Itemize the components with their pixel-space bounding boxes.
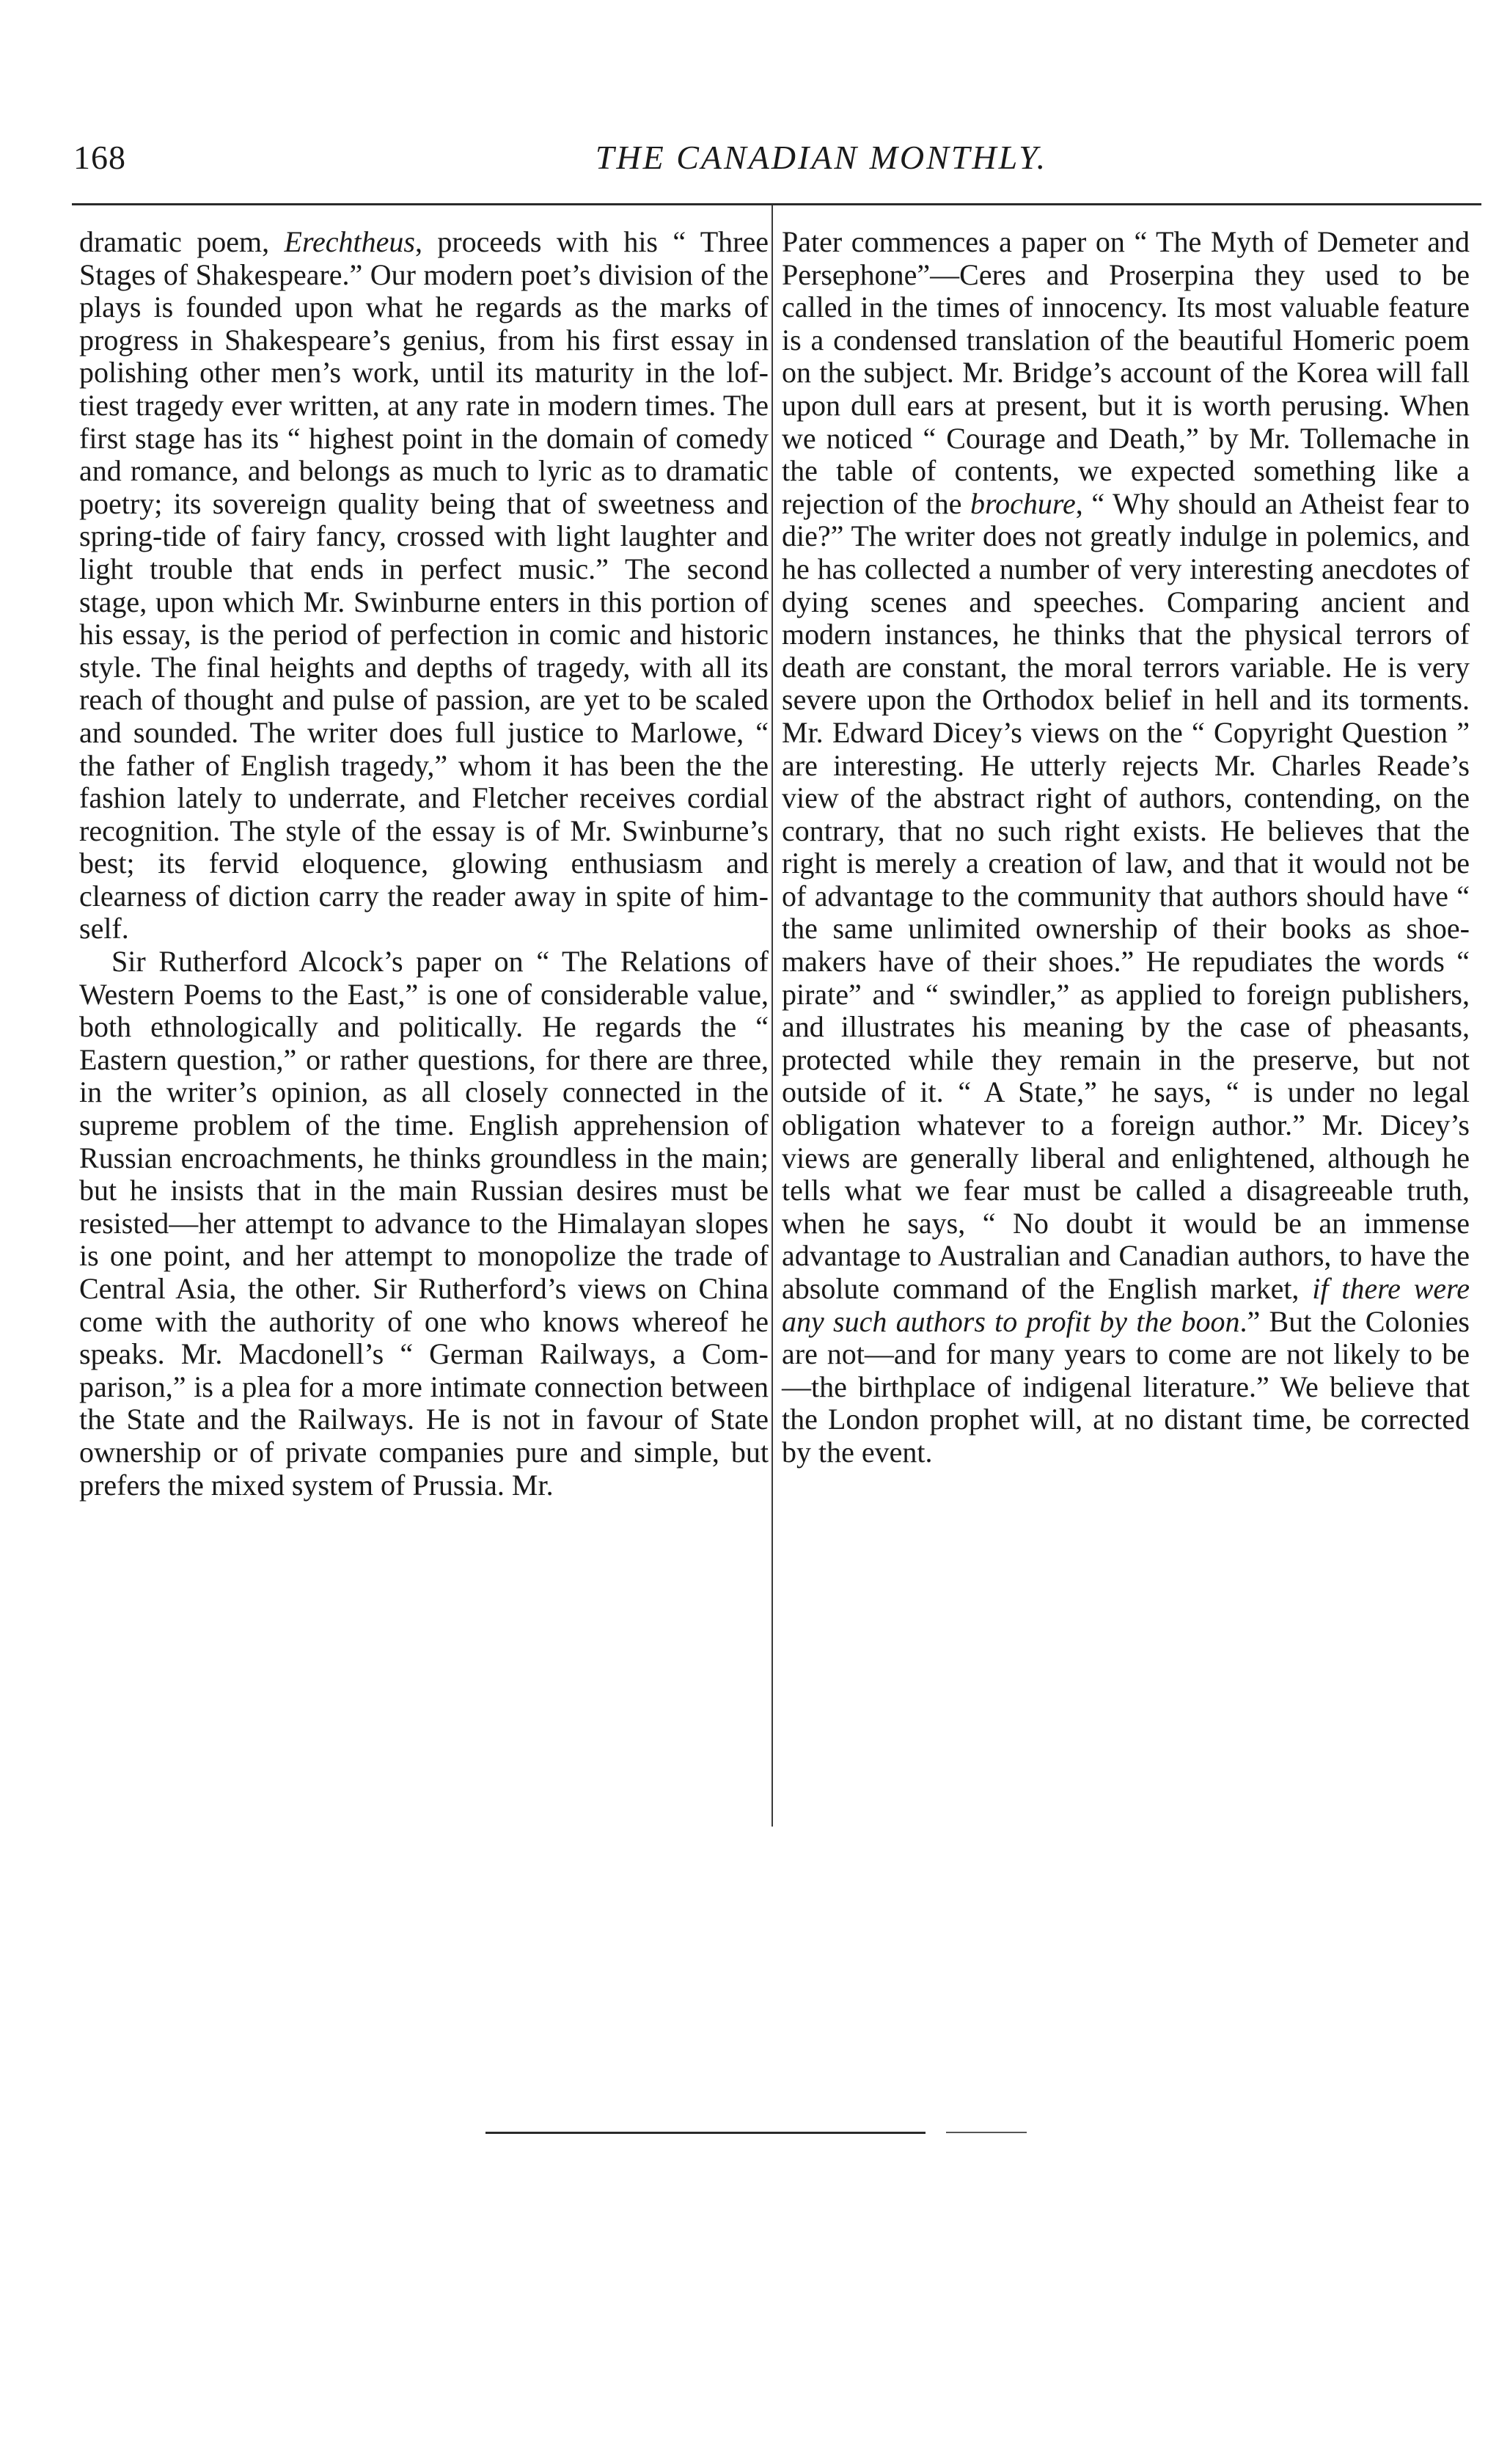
right-p1-text-a: Pater commences a paper on “ The Myth of Demeter and Persephone”—Ceres and Proserpina they used to be called in the times of innocency. Its most valuable feature is a condensed translation of the beautiful Homeric poem on the subject. Mr. Bridge’s account of the Korea will fall upon dull ears at present, but it is worth perusing. When we noticed “ Courage and Death,” by Mr. Tollemache in the table of contents, we expected something like a rejection of the: [782, 225, 1470, 520]
running-title: THE CANADIAN MONTHLY.: [595, 139, 1048, 176]
footer-rule: [485, 2132, 926, 2134]
italic-emphasis-quote: if there were any such authors to profit by the boon: [782, 1272, 1470, 1338]
left-column: [79, 226, 769, 1502]
work-title-erechtheus: Erechtheus: [284, 225, 415, 258]
left-paragraph-2: Sir Rutherford Alcock’s paper on “ The Relations of Western Poems to the East,” is one of considerable value, both ethnologically and politically. He regards the “ Eastern question,” or rather questions, for there are three, in the writer’s opinion, as all closely connected in the supreme problem of the time. English apprehension of Russian encroachments, he thinks groundless in the main; but he insists that in the main Russian desires must be resisted—her attempt to advance to the Himalayan slopes is one point, and her attempt to monopolize the trade of Central Asia, the other. Sir Rutherford’s views on China come with the authority of one who knows whereof he speaks. Mr. Macdonell’s “ German Railways, a Comparison,” is a plea for a more intimate connection between the State and the Railways. He is not in favour of State ownership or of private companies pure and simple, but prefers the mixed system of Prussia. Mr.: [79, 945, 769, 1502]
right-paragraph-1: [782, 226, 1470, 1469]
right-p1-text-c: .” But the Colonies are not—and for many years to come are not likely to be—the birthplace of indigenal literature.” We believe that the London prophet will, at no distant time, be corrected by the event.: [782, 1304, 1470, 1469]
page-number: 168: [73, 139, 126, 176]
column-divider: [772, 205, 773, 1827]
left-p1-text-a: dramatic poem,: [79, 225, 285, 258]
right-p1-text-b: , “ Why should an Atheist fear to die?” The writer does not greatly indulge in polemics, and he has collected a number of very interesting anecdotes of dying scenes and speeches. Comparing ancient and modern instances, he thinks that the physical terrors of death are constant, the moral terrors variable. He is very severe upon the Orthodox belief in hell and its torments. Mr. Edward Dicey’s views on the “ Copyright Question ” are interesting. He utterly rejects Mr. Charles Reade’s view of the abstract right of authors, contending, on the contrary, that no such right exists. He believes that the right is merely a creation of law, and that it would not be of advantage to the community that authors should have “ the same unlimited ownership of their books as shoemakers have of their shoes.” He repudiates the words “ pirate” and “ swindler,” as applied to foreign publishers, and illustrates his meaning by the case of pheasants, protected while they remain in the preserve, but not outside of it. “ A State,” he says, “ is under no legal obligation whatever to a foreign author.” Mr. Dicey’s views are generally liberal and enlightened, although he tells what we fear must be called a disagreeable truth, when he says, “ No doubt it would be an immense advantage to Australian and Canadian authors, to have the absolute command of the English market,: [782, 486, 1470, 1305]
page-header: [73, 138, 1467, 182]
header-rule: [72, 203, 1481, 205]
footer-rule-fragment: [946, 2132, 1027, 2133]
italic-brochure: brochure: [970, 486, 1076, 520]
left-p1-text-b: , proceeds with his “ Three Stages of Shakespeare.” Our modern poet’s division of the plays is founded upon what he regards as the marks of progress in Shakespeare’s genius, from his first essay in polishing other men’s work, until its maturity in the loftiest tragedy ever written, at any rate in modern times. The first stage has its “ highest point in the domain of comedy and romance, and belongs as much to lyric as to dramatic poetry; its sovereign quality being that of sweetness and spring-tide of fairy fancy, crossed with light laughter and light trouble that ends in perfect music.” The second stage, upon which Mr. Swinburne enters in this portion of his essay, is the period of perfection in comic and historic style. The final heights and depths of tragedy, with all its reach of thought and pulse of passion, are yet to be scaled and sounded. The writer does full justice to Marlowe, “ the father of English tragedy,” whom it has been the the fashion lately to underrate, and Fletcher receives cordial recognition. The style of the essay is of Mr. Swinburne’s best; its fervid eloquence, glowing enthusiasm and clearness of diction carry the reader away in spite of himself.: [79, 225, 769, 946]
right-column: [782, 226, 1470, 1469]
left-paragraph-1: [79, 226, 769, 946]
